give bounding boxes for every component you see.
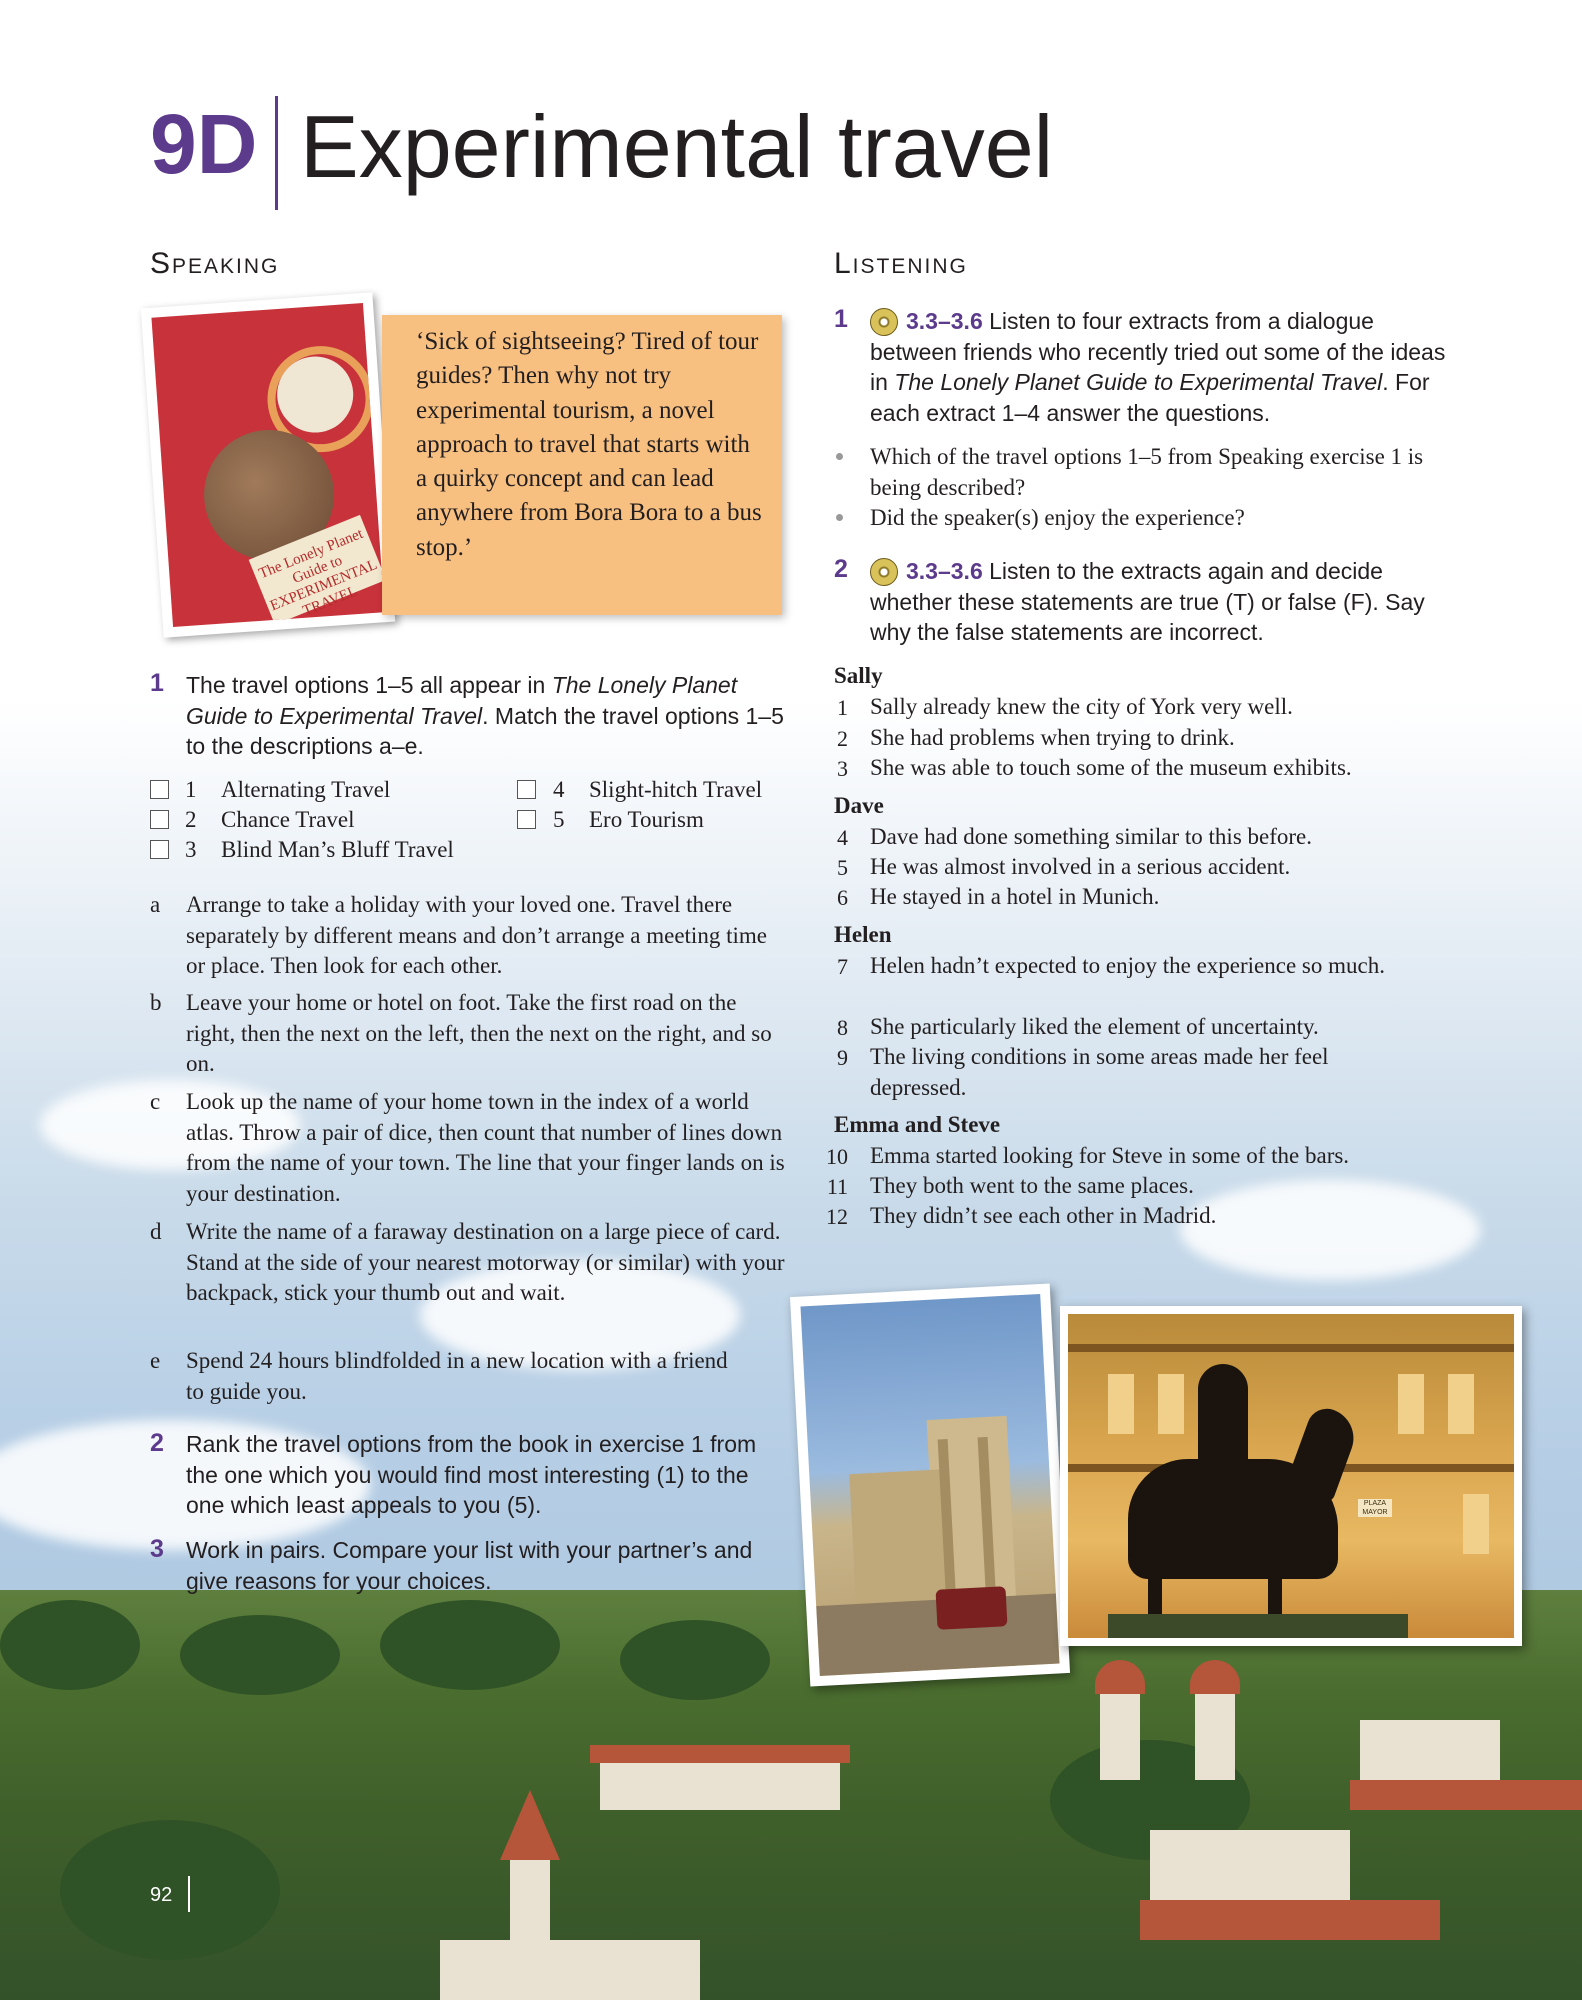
- statement-text: They both went to the same places.: [870, 1173, 1194, 1198]
- tree: [180, 1615, 340, 1695]
- description-text: Arrange to take a holiday with your loved one. Travel there separately by different means and don’t arrange a meeting time or place. Then look for each other.: [186, 892, 767, 978]
- statue-pedestal: [1108, 1614, 1408, 1638]
- statement-text: Emma started looking for Steve in some of the bars.: [870, 1143, 1350, 1168]
- horse-carriage: [935, 1586, 1007, 1630]
- statement-number: 9: [837, 1045, 848, 1070]
- page-number: 92: [150, 1884, 173, 1906]
- book-cover-title: The Lonely Planet Guide to EXPERIMENTAL TRAVEL: [249, 515, 385, 625]
- building: [1150, 1830, 1350, 1900]
- window: [1158, 1374, 1184, 1434]
- listening-ex2-number: 2: [834, 555, 848, 583]
- option-label: Slight-hitch Travel: [589, 777, 763, 802]
- description-text: Look up the name of your home town in the index of a world atlas. Throw a pair of dice, then count that number of lines down from the name of your town. The line that your finger lands on is your destination.: [186, 1089, 785, 1206]
- option-number: 5: [553, 807, 565, 832]
- description-letter: e: [150, 1348, 161, 1373]
- description-letter: d: [150, 1219, 162, 1244]
- roof: [1140, 1900, 1440, 1940]
- option-checkbox-5[interactable]: [517, 810, 536, 829]
- option-number: 4: [553, 777, 565, 802]
- roof: [1350, 1780, 1582, 1810]
- church-tower: [1195, 1690, 1235, 1780]
- window: [1448, 1374, 1474, 1434]
- option-number: 1: [185, 777, 197, 802]
- description-letter: c: [150, 1089, 161, 1114]
- speaking-heading: Speaking: [150, 247, 280, 280]
- balcony-rail: [1068, 1344, 1514, 1352]
- option-checkbox-3[interactable]: [150, 840, 169, 859]
- speaking-ex1-number: 1: [150, 669, 164, 697]
- speaking-ex3-instructions: Work in pairs. Compare your list with your partner’s and give reasons for your choices.: [186, 1537, 753, 1594]
- window: [1463, 1494, 1489, 1554]
- horse-leg: [1268, 1564, 1282, 1614]
- bullet-dot: [836, 514, 843, 521]
- listening-ex1-number: 1: [834, 305, 848, 333]
- roof: [590, 1745, 850, 1763]
- description-text: Leave your home or hotel on foot. Take the first road on the right, then the next on the left, then the next on the right, and so on.: [186, 990, 772, 1076]
- horse-statue-head: [1284, 1403, 1362, 1505]
- speaking-ex3-number: 3: [150, 1535, 164, 1563]
- description-text: Spend 24 hours blindfolded in a new location with a friend to guide you.: [186, 1348, 728, 1404]
- york-cathedral-photo: [790, 1283, 1070, 1686]
- description-letter: a: [150, 892, 161, 917]
- tree: [620, 1620, 770, 1700]
- quote-box: [382, 315, 782, 615]
- statement-text: She particularly liked the element of uncertainty.: [870, 1014, 1319, 1039]
- option-checkbox-2[interactable]: [150, 810, 169, 829]
- option-number: 2: [185, 807, 197, 832]
- speaker-heading: Helen: [834, 922, 892, 947]
- book-quote: ‘Sick of sightseeing? Tired of tour guides? Then why not try experimental tourism, a novel approach to travel that starts with a quirky concept and can lead anywhere from Bora Bora to a bus stop.’: [416, 328, 762, 561]
- description-letter: b: [150, 990, 162, 1015]
- bullet-dot: [836, 453, 843, 460]
- statement-text: He stayed in a hotel in Munich.: [870, 884, 1160, 909]
- church-tower: [510, 1860, 550, 1940]
- listening-ex2-instructions: 3.3–3.6 Listen to the extracts again and decide whether these statements are true (T) or false (F). Say why the false statements are incorrect.: [870, 558, 1425, 645]
- speaker-heading: Emma and Steve: [834, 1112, 1001, 1137]
- option-checkbox-4[interactable]: [517, 780, 536, 799]
- rider-statue: [1198, 1364, 1248, 1474]
- building: [600, 1760, 840, 1810]
- statement-number: 2: [837, 726, 848, 751]
- statement-number: 11: [826, 1174, 848, 1199]
- church-tower: [1100, 1690, 1140, 1780]
- statement-text: Helen hadn’t expected to enjoy the experience so much.: [870, 953, 1385, 978]
- statement-number: 3: [837, 756, 848, 781]
- option-label: Alternating Travel: [221, 777, 391, 802]
- tree: [380, 1600, 560, 1690]
- statement-text: They didn’t see each other in Madrid.: [870, 1203, 1217, 1228]
- statement-text: The living conditions in some areas made her feel depressed.: [870, 1044, 1329, 1100]
- statement-text: She had problems when trying to drink.: [870, 725, 1235, 750]
- statement-number: 4: [837, 825, 848, 850]
- statement-number: 5: [837, 855, 848, 880]
- statement-number: 12: [826, 1204, 848, 1229]
- speaker-heading: Sally: [834, 663, 883, 688]
- tree: [0, 1600, 140, 1690]
- listening-ex1-instructions: 3.3–3.6 Listen to four extracts from a dialogue between friends who recently tried out some of the ideas in The Lonely Planet Guide to Experimental Travel. For each extract 1–4 answer the questions.: [870, 308, 1446, 426]
- listening-bullet-question: Which of the travel options 1–5 from Speaking exercise 1 is being described?: [870, 444, 1424, 500]
- option-label: Blind Man’s Bluff Travel: [221, 837, 454, 862]
- statement-text: Sally already knew the city of York very well.: [870, 694, 1293, 719]
- statement-number: 7: [837, 954, 848, 979]
- statement-number: 6: [837, 885, 848, 910]
- statement-number: 1: [837, 695, 848, 720]
- option-label: Chance Travel: [221, 807, 355, 832]
- building: [1360, 1720, 1500, 1780]
- option-label: Ero Tourism: [589, 807, 704, 832]
- title-divider: [275, 96, 278, 210]
- speaking-ex2-number: 2: [150, 1429, 164, 1457]
- statement-number: 10: [826, 1144, 848, 1169]
- speaking-ex1-instructions: The travel options 1–5 all appear in The Lonely Planet Guide to Experimental Travel. Match the travel options 1–5 to the descriptions a–e.: [186, 672, 784, 759]
- statement-number: 8: [837, 1015, 848, 1040]
- speaking-ex2-instructions: Rank the travel options from the book in exercise 1 from the one which you would find most interesting (1) to the one which least appeals to you (5).: [186, 1431, 757, 1518]
- listening-heading: Listening: [834, 247, 968, 280]
- option-number: 3: [185, 837, 197, 862]
- statement-text: She was able to touch some of the museum exhibits.: [870, 755, 1352, 780]
- window: [1108, 1374, 1134, 1434]
- window: [1398, 1374, 1424, 1434]
- statement-text: Dave had done something similar to this before.: [870, 824, 1313, 849]
- horse-leg: [1148, 1564, 1162, 1614]
- description-text: Write the name of a faraway destination on a large piece of card. Stand at the side of your nearest motorway (or similar) with your backpack, stick your thumb out and wait.: [186, 1219, 785, 1305]
- book-cover-image: [141, 292, 395, 637]
- listening-bullet-question: Did the speaker(s) enjoy the experience?: [870, 505, 1245, 530]
- option-checkbox-1[interactable]: [150, 780, 169, 799]
- unit-code: 9D: [150, 97, 258, 191]
- building: [440, 1940, 700, 2000]
- page-title: Experimental travel: [300, 97, 1054, 196]
- statement-text: He was almost involved in a serious accident.: [870, 854, 1291, 879]
- page-number-divider: [188, 1876, 190, 1912]
- speaker-heading: Dave: [834, 793, 884, 818]
- plaza-sign: PLAZA MAYOR: [1358, 1499, 1392, 1517]
- madrid-statue-photo: [1060, 1306, 1522, 1646]
